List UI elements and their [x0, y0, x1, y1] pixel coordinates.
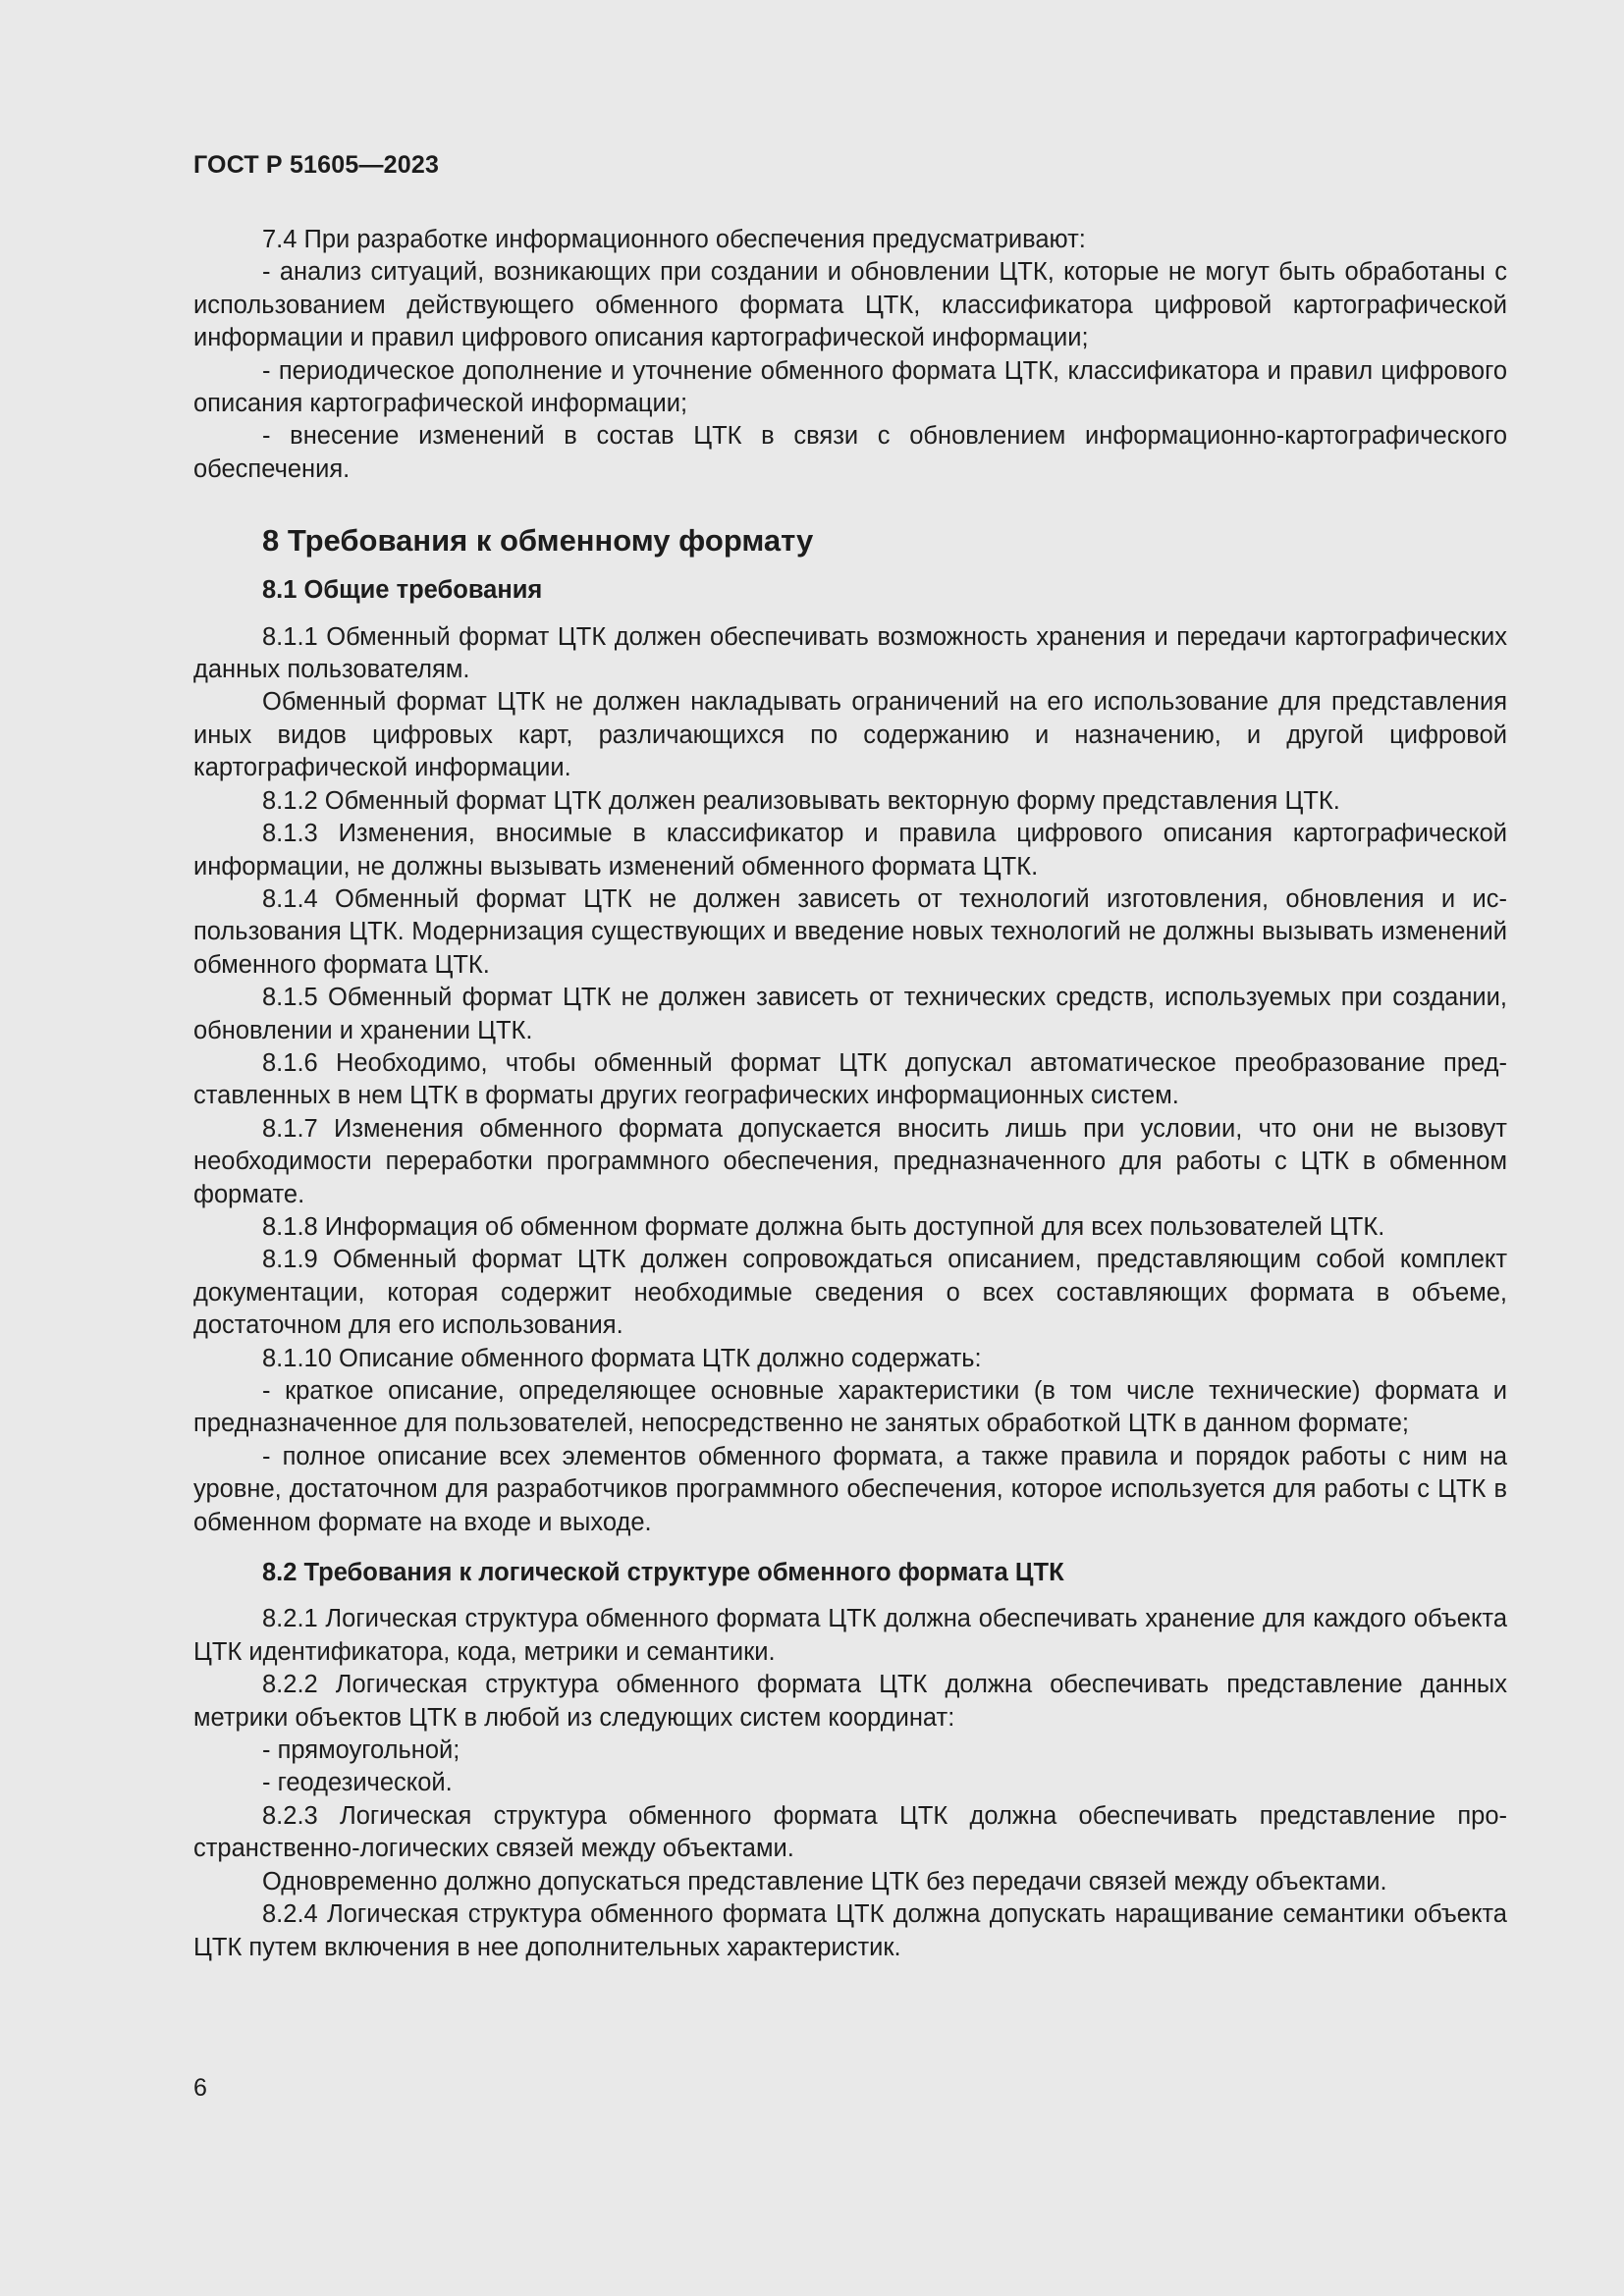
paragraph: 8.1.6 Необходимо, чтобы обменный формат ЦТК допускал автоматическое преобразование представленных в нем ЦТК в форматы других географических информационных систем. [193, 1048, 1507, 1110]
subsection-heading: 8.2 Требования к логической структуре обменного формата ЦТК [262, 1559, 1064, 1587]
paragraph: Одновременно должно допускаться представление ЦТК без передачи связей между объектами. [262, 1867, 1387, 1896]
document-body [193, 224, 1507, 1964]
subsection-heading: 8.1 Общие требования [262, 576, 543, 605]
paragraph: - внесение изменений в состав ЦТК в связи с обновлением информационно-картографического обеспечения. [193, 422, 1507, 483]
paragraph: - геодезической. [262, 1769, 453, 1797]
paragraph: 8.1.2 Обменный формат ЦТК должен реализовывать векторную форму представления ЦТК. [262, 786, 1340, 815]
paragraph: - полное описание всех элементов обменного формата, а также правила и порядок работы с ним на уровне, достаточном для разработчиков программного обеспечения, которое используется для работы с ЦТК в обменном формате на входе и выходе. [193, 1442, 1507, 1536]
paragraph: - прямоугольной; [262, 1736, 460, 1765]
paragraph: - краткое описание, определяющее основные характеристики (в том числе технические) формата и предназначенное для пользователей, непосредственно не занятых обработкой ЦТК в данном формате; [193, 1377, 1507, 1438]
paragraph: 7.4 При разработке информационного обеспечения предусматривают: [262, 226, 1086, 253]
document-code: ГОСТ Р 51605—2023 [193, 151, 440, 179]
paragraph: 8.1.8 Информация об обменном формате должна быть доступной для всех пользователей ЦТК. [262, 1212, 1385, 1241]
paragraph: 8.1.1 Обменный формат ЦТК должен обеспечивать возможность хранения и передачи картографических данных пользователям. [193, 622, 1507, 684]
page-number: 6 [193, 2074, 207, 2102]
paragraph: 8.2.1 Логическая структура обменного формата ЦТК должна обеспечивать хранение для каждого объекта ЦТК идентификатора, кода, метрики и семантики. [193, 1605, 1507, 1666]
paragraph: - периодическое дополнение и уточнение обменного формата ЦТК, классификатора и правил цифрового описания картографической информации; [193, 356, 1507, 418]
paragraph: Обменный формат ЦТК не должен накладывать ограничений на его использование для представления иных видов цифровых карт, различающихся по содержанию и назначению, и другой цифровой картографической информации. [193, 688, 1507, 782]
paragraph: 8.1.5 Обменный формат ЦТК не должен зависеть от технических средств, используемых при создании, обновлении и хранении ЦТК. [193, 984, 1507, 1044]
paragraph: 8.2.2 Логическая структура обменного формата ЦТК должна обеспечивать представление данных метрики объектов ЦТК в любой из следующих систем координат: [193, 1671, 1507, 1732]
paragraph: 8.2.3 Логическая структура обменного формата ЦТК должна обеспечивать представление пространственно-логических связей между объектами. [193, 1801, 1507, 1863]
paragraph: 8.1.10 Описание обменного формата ЦТК должно содержать: [262, 1344, 982, 1372]
paragraph: 8.1.9 Обменный формат ЦТК должен сопровождаться описанием, представляющим собой комплект документации, которая содержит необходимые сведения о всех составляющих формата в объеме, достаточном для его использования. [193, 1246, 1507, 1340]
paragraph: 8.1.7 Изменения обменного формата допускается вносить лишь при условии, что они не вызовут необходимости переработки программного обеспечения, предназначенного для работы с ЦТК в обменном формате. [193, 1114, 1507, 1208]
paragraph: 8.1.4 Обменный формат ЦТК не должен зависеть от технологий изготовления, обновления и использования ЦТК. Модернизация существующих и введение новых технологий не должны вызывать изменений обменного формата ЦТК. [193, 884, 1507, 979]
paragraph: - анализ ситуаций, возникающих при создании и обновлении ЦТК, которые не могут быть обработаны с использованием действующего обменного формата ЦТК, классификатора цифровой картографической информации и правил цифрового описания картографической информации; [193, 258, 1507, 352]
paragraph: 8.1.3 Изменения, вносимые в классификатор и правила цифрового описания картографической информации, не должны вызывать изменений обменного формата ЦТК. [193, 820, 1507, 881]
paragraph: 8.2.4 Логическая структура обменного формата ЦТК должна допускать наращивание семантики объекта ЦТК путем включения в нее дополнительных характеристик. [193, 1900, 1507, 1961]
section-heading: 8 Требования к обменному формату [262, 523, 814, 559]
